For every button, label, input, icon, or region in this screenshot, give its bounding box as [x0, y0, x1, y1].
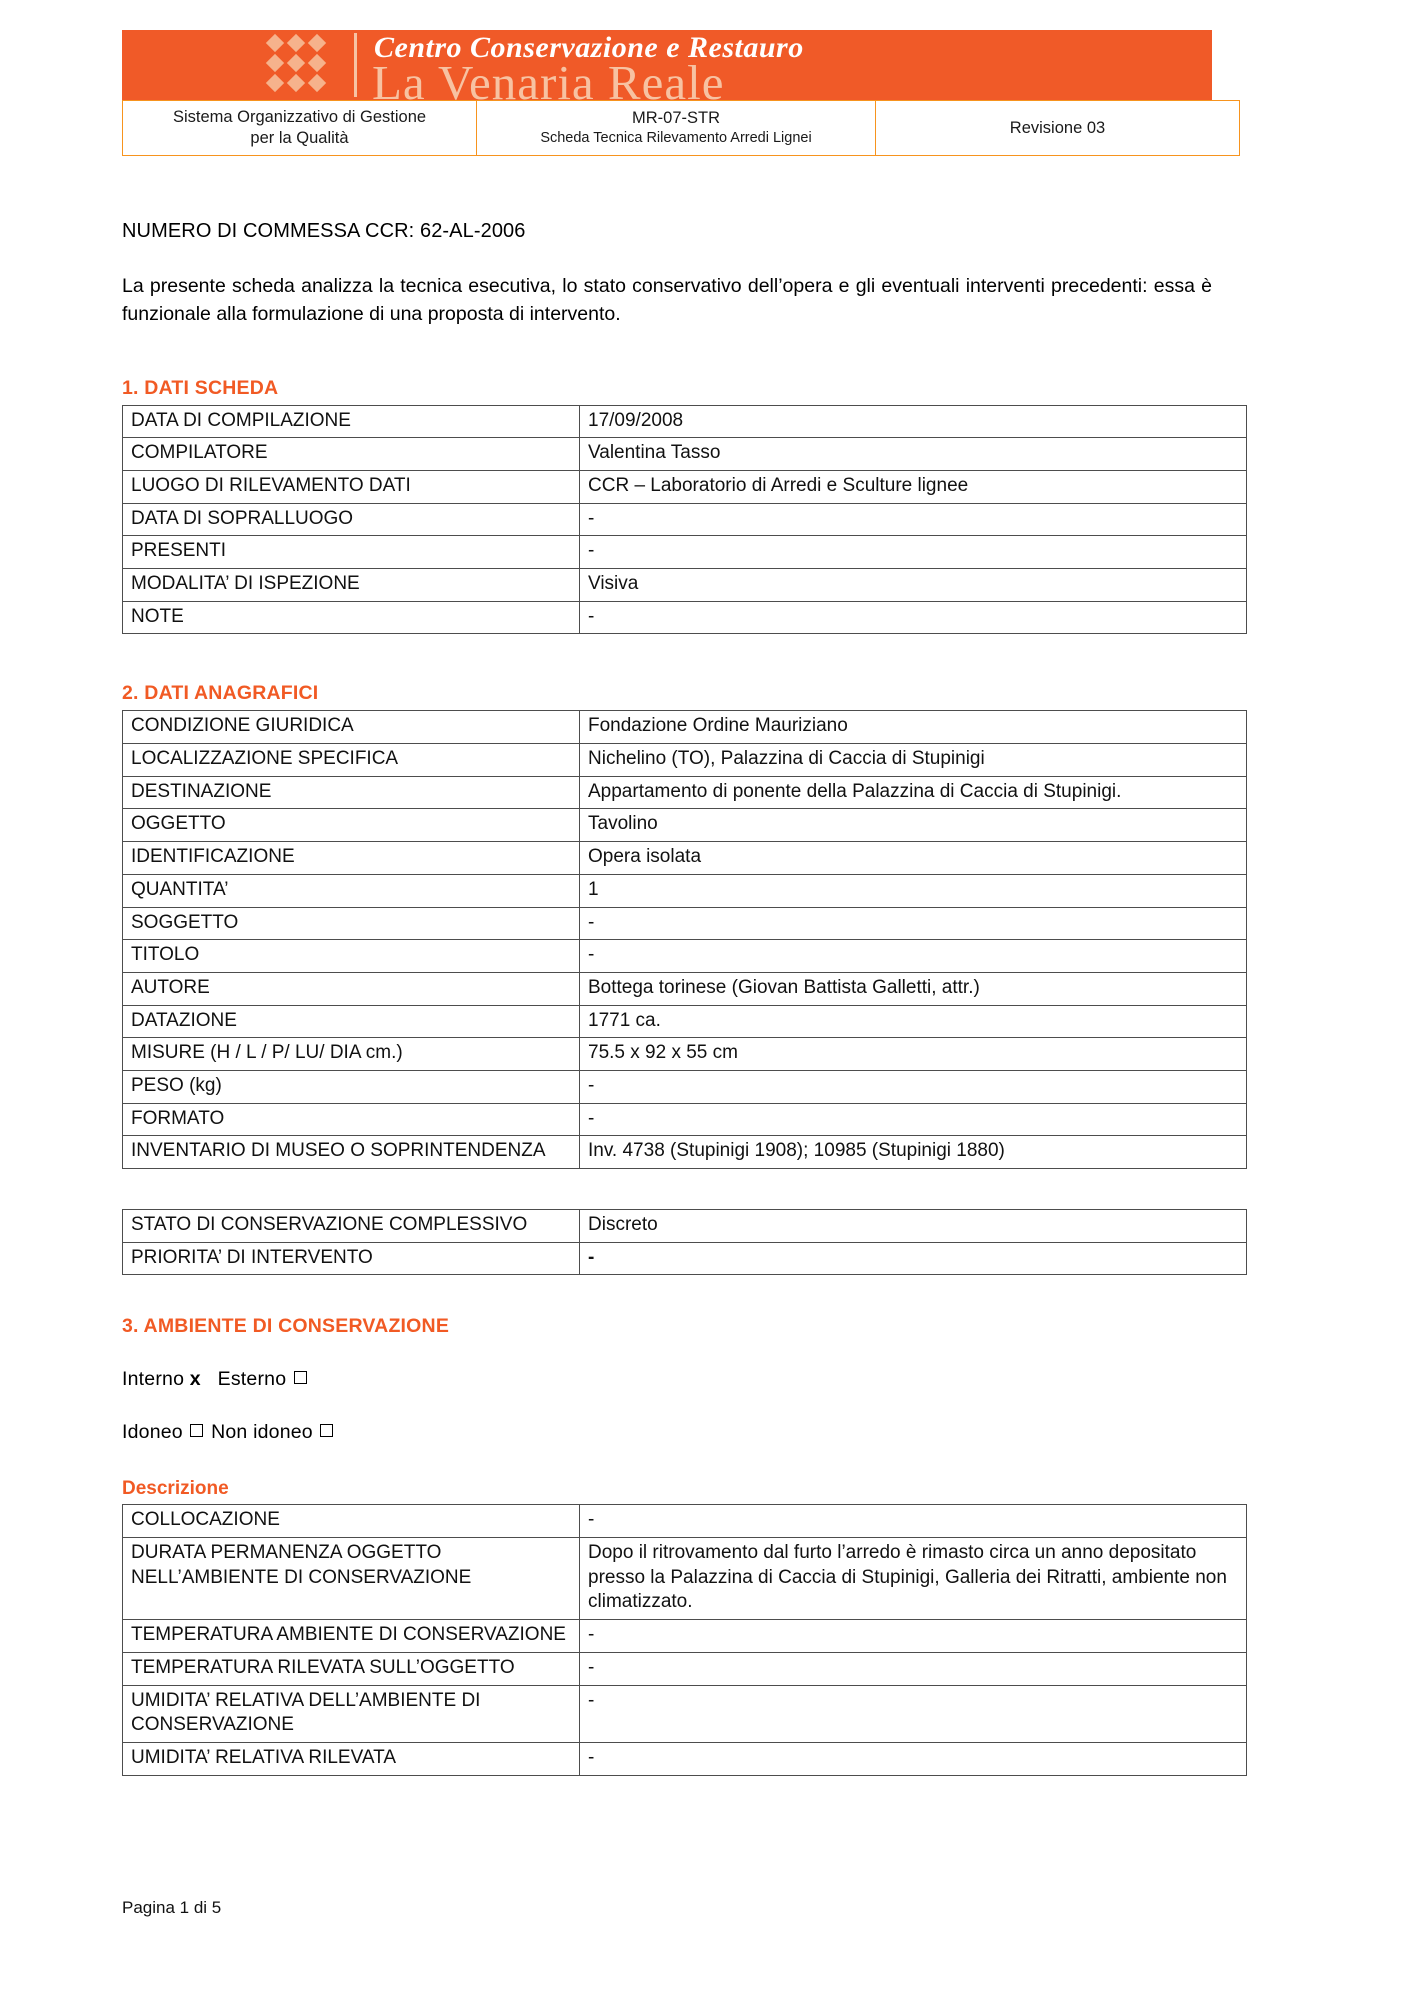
table-row — [123, 972, 1247, 1005]
section-3-heading: 3. AMBIENTE DI CONSERVAZIONE — [122, 1315, 450, 1338]
row-value: - — [580, 1620, 1247, 1653]
row-value: - — [580, 1070, 1247, 1103]
row-value: Valentina Tasso — [580, 438, 1247, 471]
row-value: 1771 ca. — [580, 1005, 1247, 1038]
table-row — [123, 1620, 1247, 1653]
row-value: 1 — [580, 874, 1247, 907]
table-row — [123, 711, 1247, 744]
table-row — [123, 1538, 1247, 1620]
label-esterno: Esterno — [217, 1368, 287, 1391]
ambiente-idoneita-line — [122, 1421, 1212, 1444]
row-value: - — [580, 1103, 1247, 1136]
section-2-heading: 2. DATI ANAGRAFICI — [122, 682, 319, 705]
row-value: Dopo il ritrovamento dal furto l’arredo è rimasto circa un anno depositato presso la Palazzina di Caccia di Stupinigi, Galleria dei Ritratti, ambiente non climatizzato. — [580, 1538, 1247, 1620]
row-label: DATA DI COMPILAZIONE — [123, 405, 580, 438]
checkbox-esterno[interactable] — [294, 1371, 307, 1384]
row-value: - — [580, 601, 1247, 634]
row-value: - — [580, 1505, 1247, 1538]
label-interno: Interno — [122, 1368, 185, 1391]
table-row — [123, 842, 1247, 875]
header-doc-code: MR-07-STR — [631, 109, 720, 128]
table-row — [123, 503, 1247, 536]
banner-title-primary: Centro Conservazione e Restauro — [374, 31, 804, 64]
row-label: IDENTIFICAZIONE — [123, 842, 580, 875]
table-row — [123, 874, 1247, 907]
table-row — [123, 1242, 1247, 1275]
table-row — [123, 1038, 1247, 1071]
descrizione-table — [122, 1504, 1247, 1775]
header-banner — [122, 30, 1212, 100]
row-label: UMIDITA’ RELATIVA RILEVATA — [123, 1742, 580, 1775]
header-system-line1: Sistema Organizzativo di Gestione — [172, 108, 427, 126]
table-row — [123, 809, 1247, 842]
label-idoneo: Idoneo — [122, 1421, 183, 1444]
table-row — [123, 1652, 1247, 1685]
descrizione-heading: Descrizione — [122, 1478, 229, 1500]
row-label: TEMPERATURA AMBIENTE DI CONSERVAZIONE — [123, 1620, 580, 1653]
row-value: 75.5 x 92 x 55 cm — [580, 1038, 1247, 1071]
table-row — [123, 1742, 1247, 1775]
row-value: - — [580, 1242, 1247, 1275]
row-value: Inv. 4738 (Stupinigi 1908); 10985 (Stupinigi 1880) — [580, 1136, 1247, 1169]
table-row — [123, 744, 1247, 777]
table-row — [123, 101, 1240, 156]
row-value: Tavolino — [580, 809, 1247, 842]
table-row — [123, 438, 1247, 471]
table-row — [123, 470, 1247, 503]
row-value: - — [580, 1685, 1247, 1742]
row-label: TITOLO — [123, 940, 580, 973]
row-label: OGGETTO — [123, 809, 580, 842]
document-content — [122, 30, 1227, 1776]
checkbox-non-idoneo[interactable] — [320, 1424, 333, 1437]
header-cell-system — [123, 101, 477, 156]
header-cell-docid — [477, 101, 876, 156]
row-label: DESTINAZIONE — [123, 776, 580, 809]
document-header-table — [122, 100, 1240, 156]
row-label: INVENTARIO DI MUSEO O SOPRINTENDENZA — [123, 1136, 580, 1169]
row-value: - — [580, 940, 1247, 973]
row-value: - — [580, 907, 1247, 940]
row-label: QUANTITA’ — [123, 874, 580, 907]
row-value: - — [580, 1652, 1247, 1685]
commessa-number: NUMERO DI COMMESSA CCR: 62-AL-2006 — [122, 220, 526, 243]
table-row — [123, 569, 1247, 602]
row-value: Discreto — [580, 1210, 1247, 1243]
table-row — [123, 1685, 1247, 1742]
row-value: - — [580, 1742, 1247, 1775]
label-non-idoneo: Non idoneo — [211, 1421, 313, 1444]
row-label: LUOGO DI RILEVAMENTO DATI — [123, 470, 580, 503]
table-row — [123, 907, 1247, 940]
checkbox-interno[interactable]: x — [189, 1368, 201, 1391]
row-label: MISURE (H / L / P/ LU/ DIA cm.) — [123, 1038, 580, 1071]
stato-conservazione-table — [122, 1209, 1247, 1275]
row-label: CONDIZIONE GIURIDICA — [123, 711, 580, 744]
banner-title-secondary: La Venaria Reale — [372, 55, 725, 100]
table-row — [123, 1210, 1247, 1243]
page-footer: Pagina 1 di 5 — [122, 1898, 222, 1917]
row-label: DURATA PERMANENZA OGGETTO NELL’AMBIENTE DI CONSERVAZIONE — [123, 1538, 580, 1620]
row-value: CCR – Laboratorio di Arredi e Sculture lignee — [580, 470, 1247, 503]
row-label: AUTORE — [123, 972, 580, 1005]
header-cell-revision: Revisione 03 — [876, 101, 1240, 156]
row-value: - — [580, 503, 1247, 536]
row-label: COLLOCAZIONE — [123, 1505, 580, 1538]
table-row — [123, 405, 1247, 438]
intro-paragraph: La presente scheda analizza la tecnica esecutiva, lo stato conservativo dell’opera e gli eventuali interventi precedenti: essa è funzionale alla formulazione di una proposta di intervento. — [122, 275, 1212, 325]
diamond-grid-logo — [250, 34, 342, 98]
header-doc-title: Scheda Tecnica Rilevamento Arredi Lignei — [540, 130, 812, 147]
ambiente-interno-esterno-line — [122, 1368, 1212, 1391]
row-value: Opera isolata — [580, 842, 1247, 875]
row-label: PESO (kg) — [123, 1070, 580, 1103]
row-label: FORMATO — [123, 1103, 580, 1136]
row-label: TEMPERATURA RILEVATA SULL’OGGETTO — [123, 1652, 580, 1685]
row-label: MODALITA’ DI ISPEZIONE — [123, 569, 580, 602]
dati-anagrafici-table — [122, 710, 1247, 1169]
row-value: Visiva — [580, 569, 1247, 602]
row-value: Fondazione Ordine Mauriziano — [580, 711, 1247, 744]
banner-divider — [354, 33, 357, 97]
row-value: - — [580, 536, 1247, 569]
row-value: Nichelino (TO), Palazzina di Caccia di Stupinigi — [580, 744, 1247, 777]
section-1-heading: 1. DATI SCHEDA — [122, 376, 279, 399]
header-system-line2: per la Qualità — [250, 129, 349, 148]
row-label: UMIDITA’ RELATIVA DELL’AMBIENTE DI CONSERVAZIONE — [123, 1685, 580, 1742]
table-row — [123, 1005, 1247, 1038]
table-row — [123, 1505, 1247, 1538]
table-row — [123, 1103, 1247, 1136]
table-row — [123, 1136, 1247, 1169]
checkbox-idoneo[interactable] — [190, 1424, 203, 1437]
table-row — [123, 940, 1247, 973]
row-label: NOTE — [123, 601, 580, 634]
row-value: Appartamento di ponente della Palazzina di Caccia di Stupinigi. — [580, 776, 1247, 809]
row-value: 17/09/2008 — [580, 405, 1247, 438]
table-row — [123, 536, 1247, 569]
row-label: PRIORITA’ DI INTERVENTO — [123, 1242, 580, 1275]
row-label: SOGGETTO — [123, 907, 580, 940]
spacer — [122, 1169, 1212, 1209]
row-label: COMPILATORE — [123, 438, 580, 471]
row-label: LOCALIZZAZIONE SPECIFICA — [123, 744, 580, 777]
table-row — [123, 1070, 1247, 1103]
row-label: DATAZIONE — [123, 1005, 580, 1038]
table-row — [123, 601, 1247, 634]
row-label: PRESENTI — [123, 536, 580, 569]
table-row — [123, 776, 1247, 809]
row-value: Bottega torinese (Giovan Battista Galletti, attr.) — [580, 972, 1247, 1005]
dati-scheda-table — [122, 405, 1247, 635]
row-label: DATA DI SOPRALLUOGO — [123, 503, 580, 536]
row-label: STATO DI CONSERVAZIONE COMPLESSIVO — [123, 1210, 580, 1243]
